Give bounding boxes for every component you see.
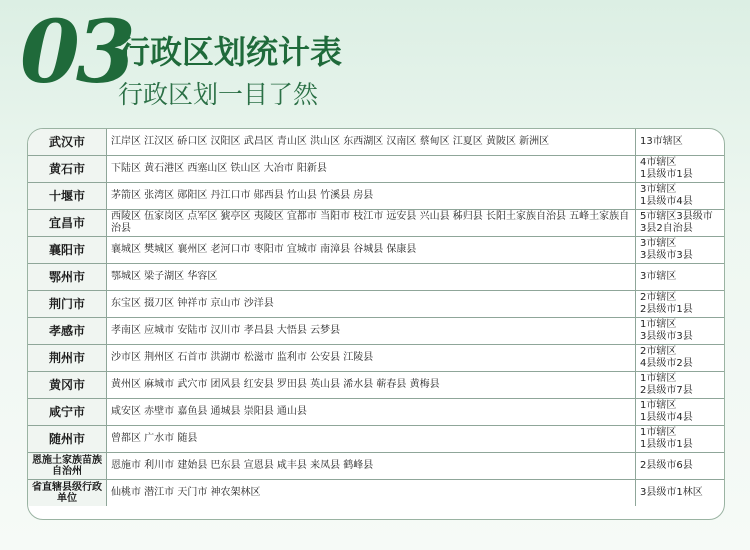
- division-summary: 13市辖区: [636, 129, 725, 156]
- district-list: 下陆区 黄石港区 西塞山区 铁山区 大冶市 阳新县: [107, 156, 636, 183]
- city-name: 武汉市: [28, 129, 107, 156]
- district-list: 鄂城区 梁子湖区 华容区: [107, 264, 636, 291]
- division-summary: 4市辖区 1县级市1县: [636, 156, 725, 183]
- table-row: [28, 426, 724, 453]
- city-name: 宜昌市: [28, 210, 107, 237]
- table-row: [28, 210, 724, 237]
- table-row: [28, 453, 724, 480]
- division-summary: 1市辖区 1县级市4县: [636, 399, 725, 426]
- page-title: 行政区划统计表: [118, 33, 343, 71]
- city-name: 孝感市: [28, 318, 107, 345]
- city-name: 恩施土家族苗族自治州: [28, 453, 107, 480]
- city-name: 咸宁市: [28, 399, 107, 426]
- table-row: [28, 372, 724, 399]
- page-header: [0, 0, 750, 122]
- division-summary: 3市辖区 3县级市3县: [636, 237, 725, 264]
- district-list: 仙桃市 潜江市 天门市 神农架林区: [107, 480, 636, 507]
- division-summary: 2市辖区 4县级市2县: [636, 345, 725, 372]
- city-name: 随州市: [28, 426, 107, 453]
- city-name: 鄂州市: [28, 264, 107, 291]
- city-name: 荆门市: [28, 291, 107, 318]
- district-list: 黄州区 麻城市 武穴市 团风县 红安县 罗田县 英山县 浠水县 蕲春县 黄梅县: [107, 372, 636, 399]
- city-name: 十堰市: [28, 183, 107, 210]
- table-row: [28, 399, 724, 426]
- division-table: [28, 129, 724, 506]
- district-list: 襄城区 樊城区 襄州区 老河口市 枣阳市 宜城市 南漳县 谷城县 保康县: [107, 237, 636, 264]
- division-summary: 3市辖区 1县级市4县: [636, 183, 725, 210]
- district-list: 孝南区 应城市 安陆市 汉川市 孝昌县 大悟县 云梦县: [107, 318, 636, 345]
- section-number: 03: [20, 2, 132, 103]
- city-name: 黄石市: [28, 156, 107, 183]
- district-list: 茅箭区 张湾区 郧阳区 丹江口市 郧西县 竹山县 竹溪县 房县: [107, 183, 636, 210]
- table-row: [28, 129, 724, 156]
- division-summary: 1市辖区 2县级市7县: [636, 372, 725, 399]
- division-summary: 2市辖区 2县级市1县: [636, 291, 725, 318]
- division-summary: 2县级市6县: [636, 453, 725, 480]
- district-list: 西陵区 伍家岗区 点军区 猇亭区 夷陵区 宜都市 当阳市 枝江市 远安县 兴山县 秭归县 长阳土家族自治县 五峰土家族自治县: [107, 210, 636, 237]
- city-name: 省直辖县级行政单位: [28, 480, 107, 507]
- table-row: [28, 264, 724, 291]
- table-row: [28, 318, 724, 345]
- district-list: 江岸区 江汉区 硚口区 汉阳区 武昌区 青山区 洪山区 东西湖区 汉南区 蔡甸区 江夏区 黄陂区 新洲区: [107, 129, 636, 156]
- district-list: 曾都区 广水市 随县: [107, 426, 636, 453]
- table-row: [28, 237, 724, 264]
- division-summary: 1市辖区 1县级市1县: [636, 426, 725, 453]
- division-table-card: [27, 128, 725, 520]
- city-name: 荆州市: [28, 345, 107, 372]
- city-name: 襄阳市: [28, 237, 107, 264]
- district-list: 恩施市 利川市 建始县 巴东县 宣恩县 咸丰县 来凤县 鹤峰县: [107, 453, 636, 480]
- table-row: [28, 291, 724, 318]
- district-list: 沙市区 荆州区 石首市 洪湖市 松滋市 监利市 公安县 江陵县: [107, 345, 636, 372]
- table-row: [28, 156, 724, 183]
- district-list: 咸安区 赤壁市 嘉鱼县 通城县 崇阳县 通山县: [107, 399, 636, 426]
- city-name: 黄冈市: [28, 372, 107, 399]
- table-row: [28, 480, 724, 507]
- division-summary: 3县级市1林区: [640, 487, 703, 498]
- district-list: 东宝区 掇刀区 钟祥市 京山市 沙洋县: [107, 291, 636, 318]
- page-subtitle: 行政区划一目了然: [118, 80, 319, 109]
- division-summary: 5市辖区3县级市 3县2自治县: [636, 210, 725, 237]
- division-summary: 3市辖区: [636, 264, 725, 291]
- division-summary: 1市辖区 3县级市3县: [636, 318, 725, 345]
- table-row: [28, 183, 724, 210]
- table-row: [28, 345, 724, 372]
